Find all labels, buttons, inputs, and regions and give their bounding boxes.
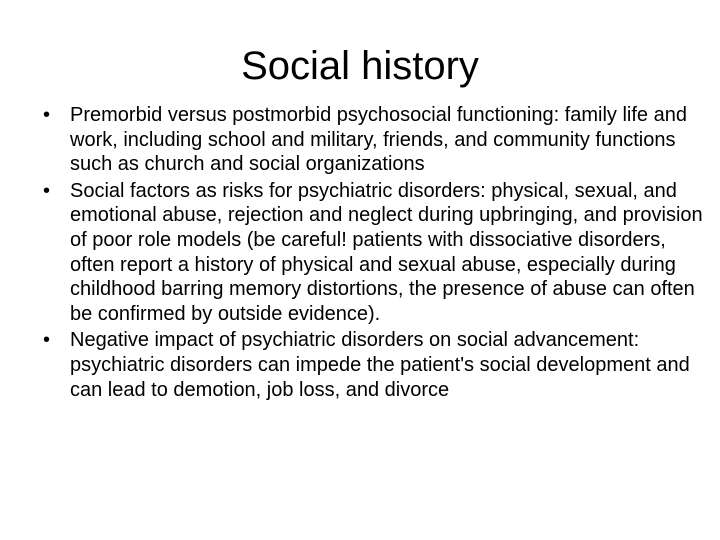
bullet-item-negative-impact — [43, 328, 703, 402]
bullet-marker: • — [43, 179, 51, 202]
bullet-marker: • — [43, 104, 51, 126]
bullet-text: Negative impact of psychiatric disorders on social advancement: psychiatric disorders can impede the patient's social development and can lead to demotion, job loss, and divorce — [70, 329, 690, 401]
bullet-item-social-risk-factors — [43, 179, 703, 327]
bullet-list — [43, 103, 703, 404]
bullet-text: Premorbid versus postmorbid psychosocial functioning: family life and work, including school and military, friends, and community functions such as church and social organizations — [70, 104, 687, 176]
bullet-text: Social factors as risks for psychiatric disorders: physical, sexual, and emotional abuse, rejection and neglect during upbringing, and provision of poor role models (be careful! patients with dissociative disorders, often report a history of physical and sexual abuse, especially during childhood barring memory distortions, the presence of abuse can often be confirmed by outside evidence). — [70, 179, 703, 325]
bullet-item-premorbid-functioning — [43, 103, 703, 177]
slide-title: Social history — [241, 44, 479, 88]
bullet-marker: • — [43, 329, 51, 352]
